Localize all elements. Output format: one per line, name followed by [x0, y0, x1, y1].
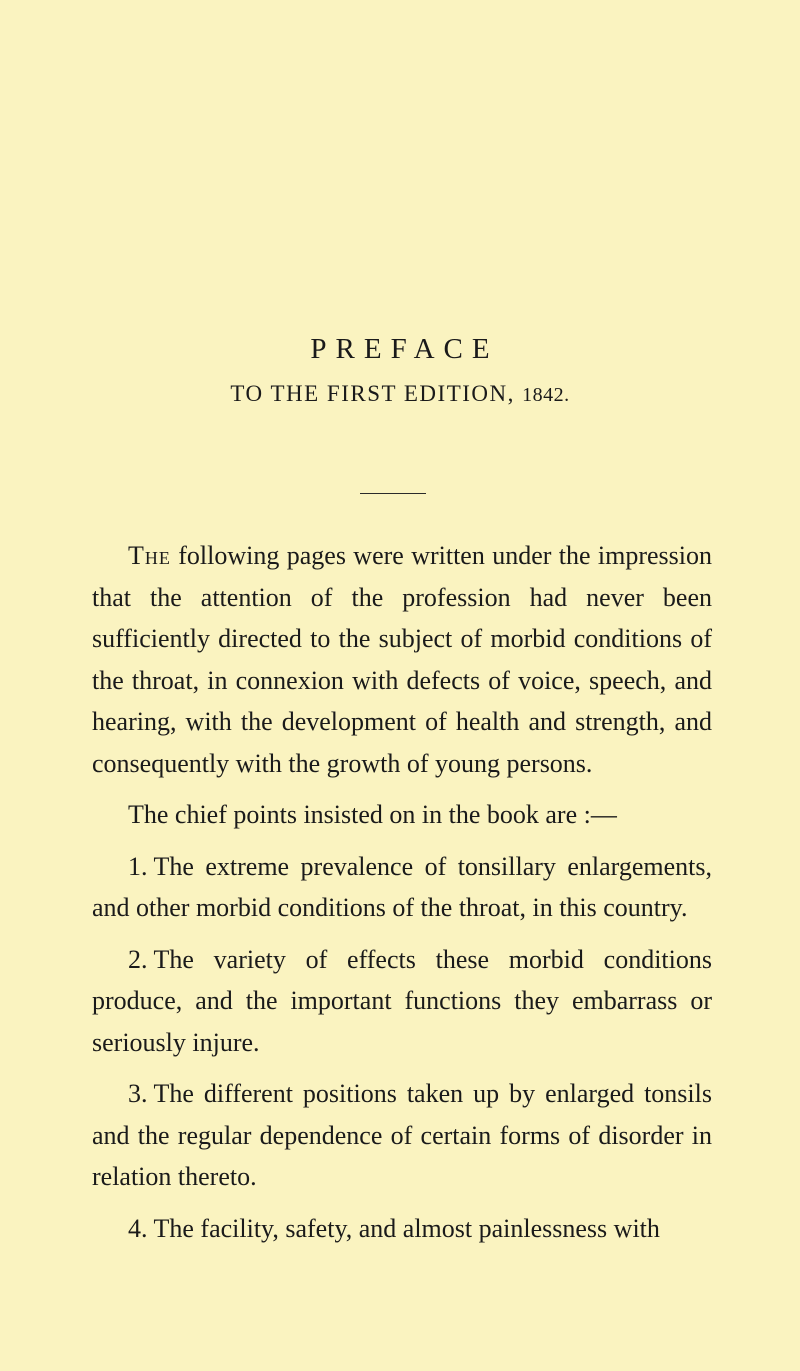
paragraph-intro-text: following pages were written under the impression that the attention of the profession had never been sufficiently directed to the subject of morbid conditions of the throat, in connexion with defects of voice, speech, and hearing, with the development of health and strength, and consequently with the growth of young persons. — [92, 541, 713, 778]
list-item — [92, 939, 712, 1064]
opening-word: The — [128, 541, 171, 570]
edition-subtitle-text: TO THE FIRST EDITION, — [230, 381, 515, 406]
edition-subtitle — [0, 381, 800, 407]
list-item — [92, 1208, 712, 1250]
list-item-text: The facility, safety, and almost painlessness with — [153, 1213, 660, 1243]
divider-rule — [360, 493, 426, 494]
list-item-number: 2. — [128, 944, 148, 974]
edition-year: 1842. — [522, 384, 570, 406]
page-title: PREFACE — [310, 333, 499, 365]
paragraph-intro — [92, 535, 712, 784]
list-item-number: 4. — [128, 1213, 148, 1243]
list-item-text: The different positions taken up by enlarged tonsils and the regular dependence of certain forms of disorder in relation thereto. — [92, 1079, 712, 1191]
list-item-number: 1. — [128, 851, 148, 881]
paragraph-chief-points: The chief points insisted on in the book are :— — [128, 800, 617, 829]
list-item — [92, 846, 712, 929]
list-item — [92, 1073, 712, 1198]
list-item-text: The variety of effects these morbid conditions produce, and the important functions they embarrass or seriously injure. — [92, 944, 712, 1057]
list-item-text: The extreme prevalence of tonsillary enlargements, and other morbid conditions of the throat, in this country. — [92, 851, 712, 922]
preface-body — [92, 535, 712, 1249]
list-item-number: 3. — [128, 1079, 148, 1108]
